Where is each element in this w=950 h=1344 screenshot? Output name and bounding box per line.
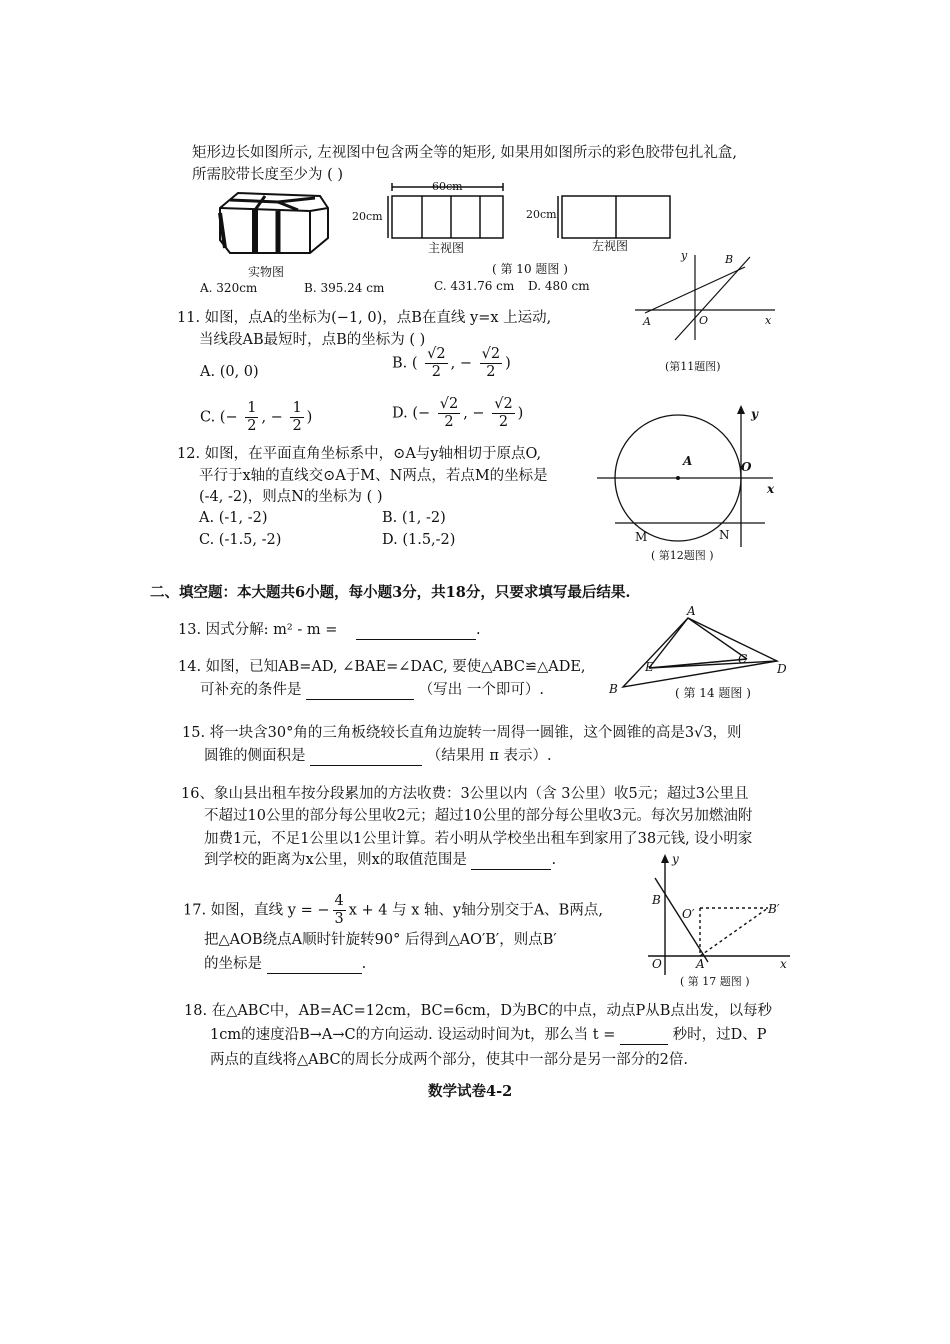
page-footer: 数学试卷4-2 <box>428 1083 513 1100</box>
label-b-prime: B′ <box>768 902 780 916</box>
q18-line1: 18. 在△ABC中，AB=AC=12cm，BC=6cm，D为BC的中点，动点P从B点出发，以每秒 <box>184 1003 772 1019</box>
q17-line1: 17. 如图，直线 y = − $\frac{4}{3}$ x + 4 与 x 轴、y轴分别交于A、B两点, <box>183 893 603 927</box>
q11-option-b: B. ( $\frac{√2}{2}$ , − $\frac{√2}{2}$ ) <box>392 346 511 380</box>
q11-option-d: D. (− $\frac{√2}{2}$ , − $\frac{√2}{2}$ ) <box>392 396 524 430</box>
q15-line2: 圆锥的侧面积是 （结果用 π 表示）. <box>204 748 552 764</box>
y-arrow <box>737 405 745 414</box>
label-x: x <box>767 482 775 496</box>
q10-line1: 矩形边长如图所示, 左视图中包含两全等的矩形, 如果用如图所示的彩色胶带包扎礼盒, <box>192 145 738 161</box>
q14-line1: 14. 如图，已知AB=AD, ∠BAE=∠DAC, 要使△ABC≌△ADE, <box>178 659 586 675</box>
q15-answer-blank[interactable] <box>310 765 422 766</box>
q14-answer-blank[interactable] <box>306 699 414 700</box>
q11-line2: 当线段AB最短时，点B的坐标为 ( ) <box>199 332 426 348</box>
label-d: D <box>777 662 787 676</box>
q16-line1: 16、象山县出租车按分段累加的方法收费：3公里以内（含 3公里）收5元；超过3公里且 <box>181 786 749 802</box>
triangle-abd <box>623 618 777 687</box>
q16-answer-blank[interactable] <box>471 869 551 870</box>
q17-answer-blank[interactable] <box>267 973 362 974</box>
q12-figure <box>595 405 795 565</box>
q12-option-d: D. (1.5,-2) <box>382 532 456 548</box>
q14-caption: ( 第 14 题图 ) <box>675 686 751 700</box>
q12-line3: (-4, -2)，则点N的坐标为 ( ) <box>199 489 383 505</box>
q12-line2: 平行于x轴的直线交⊙A于M、N两点，若点M的坐标是 <box>199 468 548 484</box>
q18-line2: 1cm的速度沿B→A→C的方向运动. 设运动时间为t，那么当 t = 秒时，过D、P <box>210 1027 767 1043</box>
gift-box-drawing <box>220 193 328 253</box>
label-o: O <box>699 314 709 327</box>
caption-solid: 实物图 <box>248 265 285 279</box>
q12-option-a: A. (-1, -2) <box>199 510 268 526</box>
q17-line2: 把△AOB绕点A顺时针旋转90° 后得到△AO′B′，则点B′ <box>204 932 557 948</box>
q12-option-c: C. (-1.5, -2) <box>199 532 282 548</box>
label-20cm-side: 20cm <box>526 208 557 221</box>
q16-line3: 加费1元，不足1公里以1公里计算。若小明从学校坐出租车到家用了38元钱, 设小明家 <box>204 831 753 847</box>
q11-figure <box>625 245 785 373</box>
q16-line2: 不超过10公里的部分每公里收2元；超过10公里的部分每公里收3元。每次另加燃油附 <box>204 808 753 824</box>
q12-caption: ( 第12题图 ) <box>651 549 714 562</box>
q10-figure <box>200 178 650 278</box>
q15-line1: 15. 将一块含30°角的三角板绕较长直角边旋转一周得一圆锥，这个圆锥的高是3√3，则 <box>182 725 742 741</box>
side-view-drawing <box>558 196 670 238</box>
label-o: O <box>652 957 662 971</box>
q10-option-d: D. 480 cm <box>528 279 590 293</box>
label-b: B <box>725 253 734 266</box>
label-m: M <box>635 530 648 544</box>
label-20cm-front: 20cm <box>352 210 383 223</box>
q18-line3: 两点的直线将△ABC的周长分成两个部分，使其中一部分是另一部分的2倍. <box>210 1052 688 1068</box>
label-o-prime: O′ <box>682 907 695 921</box>
q12-line1: 12. 如图，在平面直角坐标系中，⊙A与y轴相切于原点O, <box>177 446 542 462</box>
y-arrow <box>661 854 669 863</box>
q14-figure <box>605 605 800 700</box>
q11-option-a: A. (0, 0) <box>200 364 259 380</box>
q10-option-b: B. 395.24 cm <box>304 281 385 295</box>
segment-ae <box>649 618 688 668</box>
q13: 13. 因式分解: m² - m = . <box>178 622 481 638</box>
caption-front-view: 主视图 <box>428 241 465 255</box>
q16-line4: 到学校的距离为x公里，则x的取值范围是 . <box>204 852 557 868</box>
q10-option-c: C. 431.76 cm <box>434 279 515 293</box>
label-e: E <box>645 660 654 674</box>
center-point <box>676 476 680 480</box>
label-a: A <box>687 604 696 618</box>
label-c: C <box>738 652 748 666</box>
q17-line3: 的坐标是 . <box>204 956 367 972</box>
label-y: y <box>681 249 688 262</box>
q17-caption: ( 第 17 题图 ) <box>680 975 750 988</box>
label-n: N <box>719 528 730 542</box>
label-a: A <box>683 454 693 468</box>
label-o: O <box>741 460 752 474</box>
q11-line1: 11. 如图，点A的坐标为(−1, 0)，点B在直线 y=x 上运动, <box>177 310 552 326</box>
q12-option-b: B. (1, -2) <box>382 510 446 526</box>
label-a: A <box>696 957 705 971</box>
section-2-heading: 二、填空题：本大题共6小题，每小题3分，共18分，只要求填写最后结果. <box>150 584 631 601</box>
q13-answer-blank[interactable] <box>356 639 476 640</box>
q18-answer-blank[interactable] <box>620 1044 668 1045</box>
label-b: B <box>609 682 618 696</box>
label-x: x <box>765 314 772 327</box>
q11-caption: (第11题图) <box>665 360 721 373</box>
q11-option-c: C. (− $\frac{1}{2}$ , − $\frac{1}{2}$ ) <box>200 400 313 434</box>
label-a: A <box>643 315 651 328</box>
label-y: y <box>672 852 679 866</box>
q10-fig-caption: ( 第 10 题图 ) <box>492 262 568 276</box>
label-60cm: 60cm <box>432 180 463 193</box>
label-y: y <box>751 407 758 421</box>
q10-option-a: A. 320cm <box>200 281 258 295</box>
q14-line2: 可补充的条件是 （写出 一个即可）. <box>200 682 544 698</box>
label-b: B <box>652 893 661 907</box>
q17-figure <box>640 850 800 990</box>
q10-line2: 所需胶带长度至少为 ( ) <box>192 167 344 183</box>
caption-side-view: 左视图 <box>592 239 629 253</box>
label-x: x <box>780 957 787 971</box>
